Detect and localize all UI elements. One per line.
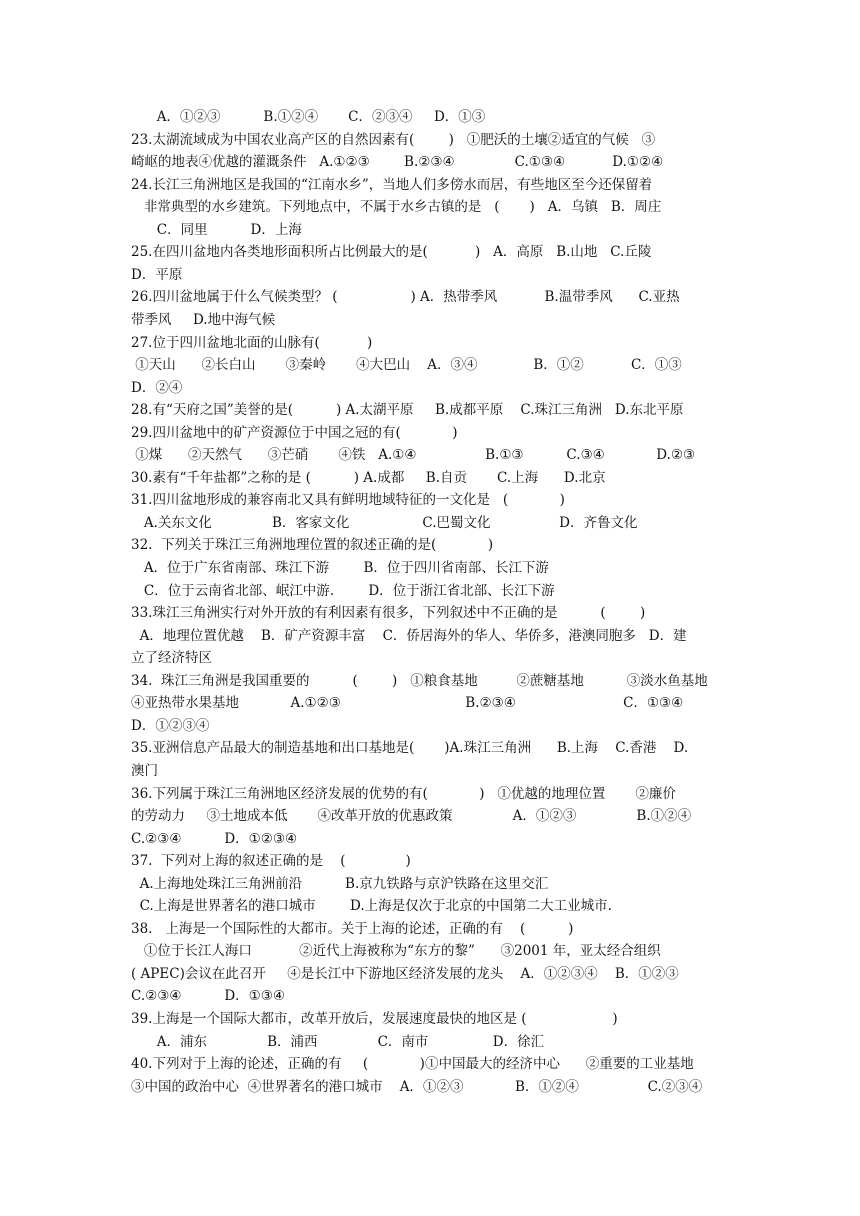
text-line: 的劳动力 ③土地成本低 ④改革开放的优惠政策 A．①②③ B.①②④ xyxy=(131,808,692,825)
text-line: C.上海是世界著名的港口城市 D.上海是仅次于北京的中国第二大工业城市. xyxy=(131,898,612,915)
text-line: A.关东文化 B．客家文化 C.巴蜀文化 D．齐鲁文化 xyxy=(131,514,638,531)
text-line: ①位于长江人海口 ②近代上海被称为“东方的黎” ③2001 年，亚太经合组织 xyxy=(131,943,661,960)
text-line: 37. 下列对上海的叙述正确的是 ( ) xyxy=(131,853,411,870)
text-line: A．①②③ B.①②④ C．②③④ D．①③ xyxy=(131,109,486,125)
text-line: D．平原 xyxy=(131,266,183,283)
text-line: C.②③④ D．①③④ xyxy=(131,988,285,1005)
text-line: 30.素有“千年盐都”之称的是 ( ) A.成都 B.自贡 C.上海 D.北京 xyxy=(131,469,606,486)
text-line: 34. 珠江三角洲是我国重要的 ( ) ①粮食基地 ②蔗糖基地 ③淡水鱼基地 xyxy=(131,672,708,689)
text-line: 26.四川盆地属于什么气候类型？ ( ) A．热带季风 B.温带季风 C.亚热 xyxy=(131,289,680,306)
text-line: 29.四川盆地中的矿产资源位于中国之冠的有( ) xyxy=(131,424,458,441)
text-line: ④亚热带水果基地 A.①②③ B.②③④ C．①③④ xyxy=(131,695,684,712)
text-line: 39.上海是一个国际大都市，改革开放后，发展速度最快的地区是 ( ) xyxy=(131,1011,618,1027)
text-line: 35.亚洲信息产品最大的制造基地和出口基地是( )A.珠江三角洲 B.上海 C.香港 D. xyxy=(131,740,689,757)
text-line: C．同里 D．上海 xyxy=(131,221,302,238)
text-line: 31.四川盆地形成的兼容南北又具有鲜明地域特征的一文化是 ( ) xyxy=(131,492,565,509)
text-line: ①煤 ②天然气 ③芒硝 ④铁 A.①④ B.①③ C.③④ D.②③ xyxy=(131,447,696,464)
text-line: 崎岖的地表④优越的灌溉条件 A.①②③ B.②③④ C.①③④ D.①②④ xyxy=(131,154,664,171)
text-line: 36.下列属于珠江三角洲地区经济发展的优势的有( ) ①优越的地理位置 ②廉价 xyxy=(131,785,676,802)
text-line: 38. 上海是一个国际性的大都市。关于上海的论述，正确的有 ( ) xyxy=(131,920,574,937)
text-line: 25.在四川盆地内各类地形面积所占比例最大的是( ) A．高原 B.山地 C.丘陵 xyxy=(131,244,652,261)
text-line: ①天山 ②长白山 ③秦岭 ④大巴山 A．③④ B．①② C．①③ xyxy=(131,357,682,374)
text-line: 澳门 xyxy=(131,762,158,779)
text-line: 32. 下列关于珠江三角洲地理位置的叙述正确的是( ) xyxy=(131,537,494,554)
text-line: 40.下列对于上海的论述，正确的有 ( )①中国最大的经济中心 ②重要的工业基地 xyxy=(131,1056,694,1073)
text-line: 24.长江三角洲地区是我国的“江南水乡”，当地人们多傍水而居，有些地区至今还保留着 xyxy=(131,176,653,193)
text-line: C．位于云南省北部、岷江中游. D．位于浙江省北部、长江下游 xyxy=(131,582,555,599)
text-line: 非常典型的水乡建筑。下列地点中，不属于水乡古镇的是 ( ) A．乌镇 B．周庄 xyxy=(131,199,662,216)
text-line: A．位于广东省南部、珠江下游 B．位于四川省南部、长江下游 xyxy=(131,560,549,576)
text-line: C.②③④ D．①②③④ xyxy=(131,830,298,847)
text-line: A．浦东 B．浦西 C．南市 D．徐汇 xyxy=(131,1033,545,1050)
text-line: ③中国的政治中心 ④世界著名的港口城市 A．①②③ B．①②④ C.②③④ xyxy=(131,1078,703,1095)
text-line: 28.有“天府之国”美誉的是( ) A.太湖平原 B.成都平原 C.珠江三角洲 D.东北平原 xyxy=(131,402,684,419)
text-line: 33.珠江三角洲实行对外开放的有利因素有很多，下列叙述中不正确的是 ( ) xyxy=(131,605,646,622)
text-line: 带季风 D.地中海气候 xyxy=(131,311,276,328)
text-line: ( APEC)会议在此召开 ④是长江中下游地区经济发展的龙头 A．①②③④ B．①②③ xyxy=(131,965,679,982)
text-line: A．地理位置优越 B．矿产资源丰富 C．侨居海外的华人、华侨多，港澳同胞多 D．建 xyxy=(131,627,687,644)
text-line: 27.位于四川盆地北面的山脉有( ) xyxy=(131,334,373,351)
text-line: 23.太湖流域成为中国农业高产区的自然因素有( ) ①肥沃的土壤②适宜的气候 ③ xyxy=(131,131,656,148)
text-line: A.上海地处珠江三角洲前沿 B.京九铁路与京沪铁路在这里交汇 xyxy=(131,875,549,892)
text-line: 立了经济特区 xyxy=(131,650,212,667)
text-line: D．①②③④ xyxy=(131,717,210,734)
text-line: D．②④ xyxy=(131,379,183,396)
